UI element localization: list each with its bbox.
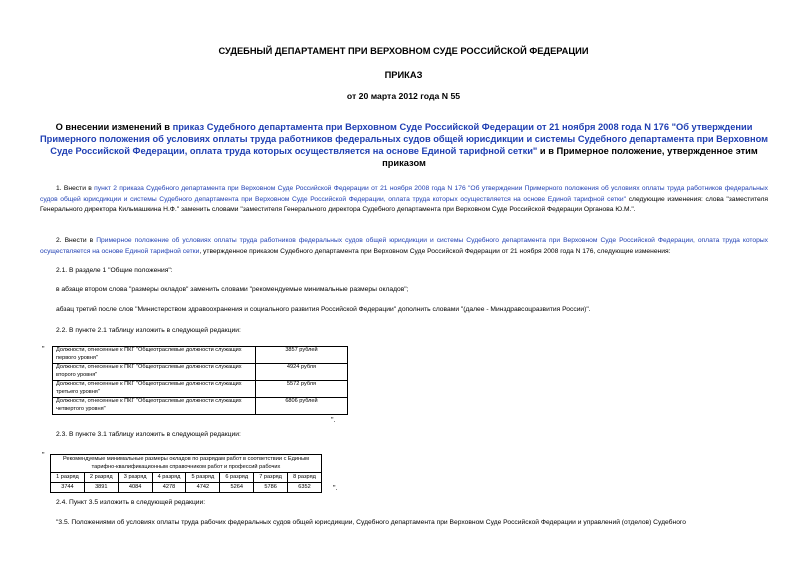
grade-label: 3 разряд [118, 473, 152, 483]
paragraph-2-1-a: в абзаце втором слова "размеры окладов" заменить словами "рекомендуемые минимальные размеры окладов"; [56, 286, 409, 293]
table-cell-value: 5572 рубля [256, 381, 348, 398]
grade-value: 5786 [254, 483, 288, 493]
paragraph-1 [40, 184, 768, 216]
grade-label: 8 разряд [288, 473, 322, 483]
p1-text-b: следующие изменения: слова "заместителя Генерального директора Кильмашкина Н.Ф." заменить словами "заместителя Генерального директора Судебного департамента при Верховном Суде Российской Федерации Органова Ю.М.". [40, 195, 768, 213]
table-cell-label: Должности, отнесенные к ПКГ "Общеотраслевые должности служащих первого уровня" [53, 347, 256, 364]
grade-value: 4278 [152, 483, 186, 493]
paragraph-2-3: 2.3. В пункте 3.1 таблицу изложить в следующей редакции: [56, 431, 241, 438]
grade-label: 4 разряд [152, 473, 186, 483]
salary-table [52, 346, 348, 415]
table-row [53, 398, 348, 415]
grade-value: 6352 [288, 483, 322, 493]
table-cell-value: 6806 рублей [256, 398, 348, 415]
grade-value: 4742 [186, 483, 220, 493]
grade-label: 1 разряд [51, 473, 85, 483]
grades-table [50, 454, 322, 493]
paragraph-2-2: 2.2. В пункте 2.1 таблицу изложить в следующей редакции: [56, 327, 241, 334]
table-cell-label: Должности, отнесенные к ПКГ "Общеотраслевые должности служащих третьего уровня" [53, 381, 256, 398]
grade-label: 5 разряд [186, 473, 220, 483]
table-cell-label: Должности, отнесенные к ПКГ "Общеотраслевые должности служащих второго уровня" [53, 364, 256, 381]
title-suffix: и в Примерное положение, утвержденное этим приказом [382, 146, 758, 168]
grade-label: 6 разряд [220, 473, 254, 483]
date-number: от 20 марта 2012 года N 55 [346, 91, 461, 101]
grade-label: 2 разряд [84, 473, 118, 483]
p2-text-a: 2. Внести в [56, 237, 97, 244]
table-row [53, 381, 348, 398]
table-cell-label: Должности, отнесенные к ПКГ "Общеотраслевые должности служащих четвертого уровня" [53, 398, 256, 415]
doc-type-heading: ПРИКАЗ [384, 70, 423, 80]
p1-link[interactable]: пункт 2 приказа Судебного департамента при Верховном Суде Российской Федерации от 21 ноября 2008 года N 176 "Об утверждении Примерного положения об условиях оплаты труда работников федеральных судов общей юрисдикции и системы Судебного департамента при Верховном Суде Российской Федерации, оплата труда которых осуществляется на основе Единой тарифной сетки" [40, 185, 768, 203]
grades-table-header: Рекомендуемые минимальные размеры окладов по разрядам работ в соответствии с Единым тарифно-квалификационным справочником работ и профессий рабочих [51, 455, 322, 473]
grade-value: 5264 [220, 483, 254, 493]
paragraph-2-4: 2.4. Пункт 3.5 изложить в следующей редакции: [56, 499, 206, 506]
department-heading: СУДЕБНЫЙ ДЕПАРТАМЕНТ ПРИ ВЕРХОВНОМ СУДЕ РОССИЙСКОЙ ФЕДЕРАЦИИ [218, 46, 589, 56]
p2-link[interactable]: Примерное положение об условиях оплаты труда работников федеральных судов общей юрисдикции и системы Судебного департамента при Верховном Суде Российской Федерации, оплата труда которых осуществляется на основе Единой тарифной сетки [40, 237, 768, 255]
grade-value: 4084 [118, 483, 152, 493]
table2-open-quote: " [42, 452, 45, 459]
order-title [30, 121, 778, 169]
p1-text-a: 1. Внести в [56, 185, 95, 192]
table2-close-quote: ". [333, 485, 338, 492]
table-cell-value: 3857 рублей [256, 347, 348, 364]
title-prefix: О внесении изменений в [55, 122, 173, 132]
table-row [53, 347, 348, 364]
grade-value: 3891 [84, 483, 118, 493]
grade-label: 7 разряд [254, 473, 288, 483]
paragraph-2-1-b: абзац третий после слов "Министерством здравоохранения и социального развития Российской Федерации" дополнить словами "(далее - Минздравсоцразвития России)". [56, 306, 591, 313]
grade-value: 3744 [51, 483, 85, 493]
table-row [51, 473, 322, 483]
paragraph-2-1: 2.1. В разделе 1 "Общие положения": [56, 267, 173, 274]
table1-close-quote: ". [331, 417, 336, 424]
table-row [51, 483, 322, 493]
paragraph-3-5: "3.5. Положениями об условиях оплаты труда рабочих федеральных судов общей юрисдикции, Судебного департамента при Верховном Суде Российской Федерации и управлений (отделов) Судебного [56, 519, 686, 526]
table-row [53, 364, 348, 381]
p2-text-b: , утвержденное приказом Судебного департамента при Верховном Суде Российской Федерации от 21 ноября 2008 года N 176, следующие изменения: [199, 247, 671, 255]
table-row [51, 455, 322, 473]
table1-open-quote: " [42, 346, 45, 353]
title-link[interactable]: приказ Судебного департамента при Верховном Суде Российской Федерации от 21 ноября 2008 года N 176 "Об утверждении Примерного положения об условиях оплаты труда работников федеральных судов общей юрисдикции и системы Судебного департамента при Верховном Суде Российской Федерации, оплата труда которых осуществляется на основе Единой тарифной сетки" [39, 122, 769, 156]
table-cell-value: 4924 рубля [256, 364, 348, 381]
paragraph-2 [40, 236, 768, 257]
